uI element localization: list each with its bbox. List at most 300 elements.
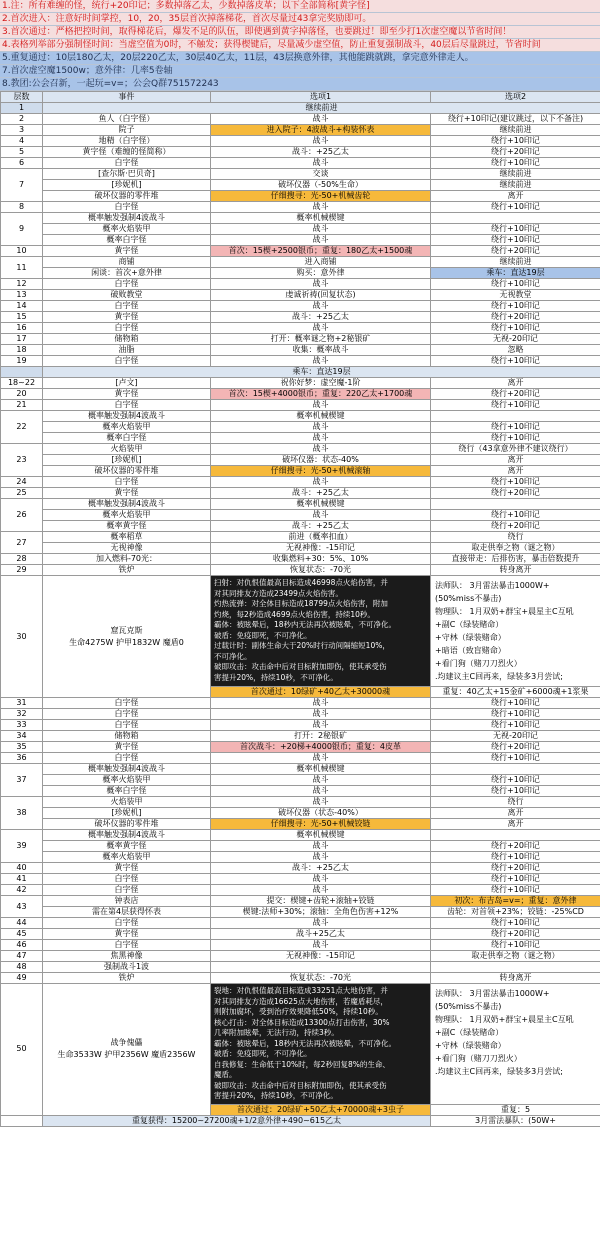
event-cell: 白字怪	[43, 698, 211, 709]
option2-cell: 忽略	[431, 345, 600, 356]
option1-cell: 战斗	[211, 114, 431, 125]
event-cell: 概率稻草	[43, 532, 211, 543]
option1-cell	[211, 962, 431, 973]
option1-cell: 虔诚祈祷(回复状态)	[211, 290, 431, 301]
option2-cell: 转身离开	[431, 973, 600, 984]
option2-cell: 绕行+20印记	[431, 389, 600, 400]
option2-cell: 绕行+10印记	[431, 356, 600, 367]
boss-stats: 生命4275W 护甲1832W 魔盾0	[69, 637, 184, 647]
table-row	[1, 951, 600, 962]
boss-skills	[211, 576, 431, 687]
floor-cell: 39	[1, 830, 43, 863]
strategy-line: 物理队： 1月双奶+群宝+晨星主C互吼	[435, 607, 574, 616]
option2-cell	[431, 499, 600, 510]
floor-cell: 33	[1, 720, 43, 731]
floor-cell: 7	[1, 169, 43, 202]
option1-cell: 首次战斗：+20梯+4000银币；重复：4皮革	[211, 742, 431, 753]
table-row	[1, 367, 600, 378]
option2-cell: 绕行+20印记	[431, 246, 600, 257]
option1-cell: 战斗	[211, 400, 431, 411]
event-cell: [查尔斯·巴贝奇]	[43, 169, 211, 180]
option1-cell: 概率机械楔键	[211, 830, 431, 841]
option2-cell: 继续前进	[431, 180, 600, 191]
event-cell: 白字怪	[43, 885, 211, 896]
option1-cell: 战斗	[211, 885, 431, 896]
event-cell: 破败教堂	[43, 290, 211, 301]
table-row	[1, 334, 600, 345]
option1-cell: 战斗	[211, 235, 431, 246]
event-cell: 黄字怪	[43, 929, 211, 940]
floor-cell: 27	[1, 532, 43, 554]
event-cell: 需在第4层获得怀表	[43, 907, 211, 918]
event-cell: 油脂	[43, 345, 211, 356]
event-cell: 白字怪	[43, 918, 211, 929]
option2-cell: 绕行+20印记	[431, 147, 600, 158]
option1-cell: 进入商铺	[211, 257, 431, 268]
table-row	[1, 852, 600, 863]
option2-cell: 无视-20印记	[431, 334, 600, 345]
table-row	[1, 125, 600, 136]
floor-cell	[1, 1115, 43, 1126]
option2-cell: 绕行+10印记	[431, 918, 600, 929]
notes-section	[0, 0, 600, 91]
event-cell: 黄字怪（难缠的怪简称）	[43, 147, 211, 158]
event-cell: 概率火焰装甲	[43, 775, 211, 786]
table-row	[1, 246, 600, 257]
option2-cell: 绕行+10印记	[431, 279, 600, 290]
event-cell: 黄字怪	[43, 488, 211, 499]
event-cell: 概率黄字怪	[43, 521, 211, 532]
table-row	[1, 290, 600, 301]
boss-stats: 生命3533W 护甲2356W 魔盾2356W	[57, 1050, 196, 1060]
option1-cell: 破坏仪器（状态-40%）	[211, 808, 431, 819]
option1-cell: 战斗	[211, 433, 431, 444]
strategy-line: 物理队： 1月双奶+群宝+晨星主C互吼	[435, 1015, 574, 1024]
option1-cell: 战斗：+25乙太	[211, 312, 431, 323]
option2-cell: 继续前进	[431, 169, 600, 180]
floor-cell: 20	[1, 389, 43, 400]
event-cell: [珍妮机]	[43, 808, 211, 819]
option2-cell: 离开	[431, 808, 600, 819]
table-row	[1, 896, 600, 907]
boss-name: 战争傀儡	[110, 1038, 143, 1048]
floor-cell: 9	[1, 213, 43, 246]
floor-cell: 2	[1, 114, 43, 125]
event-cell: 黄字怪	[43, 742, 211, 753]
skill-line: 不可净化。	[214, 651, 252, 661]
table-row	[1, 488, 600, 499]
option2-cell: 绕行+10印记	[431, 720, 600, 731]
option1-cell: 概率机械楔键	[211, 213, 431, 224]
first-clear-reward: 首次通过：20绿矿+50乙太+70000魂+3虫子	[211, 1104, 431, 1115]
event-cell: 鱼人（白字怪）	[43, 114, 211, 125]
boss-info	[43, 576, 211, 698]
option2-cell: 乘车：直达19层	[431, 268, 600, 279]
strategy-line: (50%miss不暴击)	[435, 594, 502, 603]
option2-cell: 离开	[431, 466, 600, 477]
option1-cell: 战斗：+25乙太	[211, 521, 431, 532]
table-row	[1, 224, 600, 235]
skill-line: 裂地：对仇恨值最高目标造成33251点大地伤害，并	[214, 986, 388, 995]
event-cell: 概率白字怪	[43, 235, 211, 246]
event-cell: 白字怪	[43, 940, 211, 951]
table-row	[1, 180, 600, 191]
event-cell: 院子	[43, 125, 211, 136]
table-row	[1, 433, 600, 444]
table-row	[1, 400, 600, 411]
event-cell: 白字怪	[43, 753, 211, 764]
floor-cell: 6	[1, 158, 43, 169]
option1-cell: 前进（概率扣血）	[211, 532, 431, 543]
repeat-note: 3月雷法暴队：(50W+	[431, 1115, 600, 1126]
event-cell: 强制战斗1波	[43, 962, 211, 973]
table-row	[1, 345, 600, 356]
event-cell: 白字怪	[43, 279, 211, 290]
option1-cell: 打开：概率谜之物+2秘银矿	[211, 334, 431, 345]
option1-cell: 仔细搜寻：光-50+机械滚轴	[211, 466, 431, 477]
strategy-notes	[431, 984, 600, 1105]
floor-cell: 49	[1, 973, 43, 984]
first-clear-reward: 首次通过：10绿矿+40乙太+30000魂	[211, 687, 431, 698]
event-cell: 黄字怪	[43, 389, 211, 400]
event-cell: 破坏仪器的零件堆	[43, 819, 211, 830]
table-row	[1, 466, 600, 477]
strategy-line: +守林（绿装赌命）	[435, 1041, 506, 1050]
option2-cell: 绕行+10印记	[431, 709, 600, 720]
table-row	[1, 499, 600, 510]
strategy-line: .均建议主C回再来，绿装多3月尝试;	[435, 1067, 563, 1076]
option2-cell: 离开	[431, 455, 600, 466]
floor-cell: 26	[1, 499, 43, 532]
event-cell: 白字怪	[43, 400, 211, 411]
table-row	[1, 301, 600, 312]
skill-line: 破即攻击：攻击命中后对目标附加即伤，使其承受伤	[214, 662, 387, 671]
option1-cell: 打开：2秘银矿	[211, 731, 431, 742]
footer-row	[1, 1115, 600, 1126]
table-row	[1, 863, 600, 874]
option2-cell: 绕行+20印记	[431, 488, 600, 499]
floor-cell: 38	[1, 797, 43, 830]
floor-cell: 18	[1, 345, 43, 356]
event-cell: 白字怪	[43, 158, 211, 169]
option2-cell: 绕行+20印记	[431, 521, 600, 532]
option1-cell: 战斗	[211, 786, 431, 797]
option2-cell: 绕行+10印记	[431, 786, 600, 797]
table-row	[1, 455, 600, 466]
note-line: 1.注：所有难缠的怪，统行+20印记；多数掉落乙太，少数掉落皮革；以下全部简称[黄字怪]	[0, 0, 600, 13]
option2-cell: 绕行+20印记	[431, 863, 600, 874]
event-cell: [卢文]	[43, 378, 211, 389]
option2-cell: 绕行+10印记	[431, 852, 600, 863]
skill-line: 几率附加眩晕，无法行动，持续3秒。	[214, 1028, 339, 1037]
table-row	[1, 929, 600, 940]
table-row	[1, 775, 600, 786]
option2-cell	[431, 213, 600, 224]
event-cell: 铁炉	[43, 973, 211, 984]
option1-cell: 战斗	[211, 753, 431, 764]
floor-cell: 29	[1, 565, 43, 576]
event-cell: 白字怪	[43, 477, 211, 488]
skill-line: 对其同排友方造成16625点大地伤害，若魔盾耗尽，	[214, 996, 388, 1006]
option2-cell: 绕行+10印记	[431, 698, 600, 709]
table-row	[1, 742, 600, 753]
table-row	[1, 973, 600, 984]
option2-cell: 无视-20印记	[431, 731, 600, 742]
event-cell: 概率触发强制4波战斗	[43, 830, 211, 841]
table-row	[1, 720, 600, 731]
option1-cell: 战斗	[211, 918, 431, 929]
floor-cell: 32	[1, 709, 43, 720]
strategy-line: 法师队： 3月雷法暴击1000W+	[435, 581, 550, 590]
table-row	[1, 940, 600, 951]
floor-cell: 11	[1, 257, 43, 279]
skill-line: 扫射：对仇恨值最高目标造成46998点火焰伤害，并	[214, 578, 388, 587]
table-row	[1, 312, 600, 323]
option1-cell: 破坏仪器（-50%生命）	[211, 180, 431, 191]
event-cell: 白字怪	[43, 709, 211, 720]
floor-cell: 18~22	[1, 378, 43, 389]
event-cell: 铁炉	[43, 565, 211, 576]
option2-cell: 初次：布吉岛=v=；重复：意外律	[431, 896, 600, 907]
option2-cell	[431, 411, 600, 422]
event-cell: 概率火焰装甲	[43, 422, 211, 433]
event-cell: 火焰装甲	[43, 797, 211, 808]
option2-cell: 绕行+10印记	[431, 301, 600, 312]
table-row	[1, 819, 600, 830]
table-row	[1, 257, 600, 268]
floor-cell: 34	[1, 731, 43, 742]
option2-cell: 绕行+10印记	[431, 775, 600, 786]
table-row	[1, 521, 600, 532]
table-row	[1, 235, 600, 246]
boss-row	[1, 984, 600, 1105]
table-row	[1, 191, 600, 202]
event-cell: 概率白字怪	[43, 786, 211, 797]
option1-cell: 战斗	[211, 136, 431, 147]
table-row	[1, 830, 600, 841]
floor-cell: 37	[1, 764, 43, 797]
floor-cell: 4	[1, 136, 43, 147]
option1-cell: 战斗	[211, 422, 431, 433]
table-row	[1, 808, 600, 819]
floor-cell: 13	[1, 290, 43, 301]
table-row	[1, 786, 600, 797]
table-row	[1, 565, 600, 576]
option2-cell: 绕行+10印记	[431, 422, 600, 433]
option1-cell: 战斗	[211, 874, 431, 885]
option1-cell: 战斗	[211, 940, 431, 951]
skill-line: 灼热流弹：对全体目标造成18799点火焰伤害，附加	[214, 599, 388, 608]
option1-cell: 战斗	[211, 444, 431, 455]
skill-line: 魔盾。	[214, 1070, 237, 1079]
table-row	[1, 147, 600, 158]
note-line: 8.教团:公会召新，一起玩=v=；公会Q群751572243	[0, 78, 600, 91]
option2-cell: 齿轮：对首领+23%；铰链：-25%CD	[431, 907, 600, 918]
event-cell: 破坏仪器的零件堆	[43, 191, 211, 202]
event-cell: 黄字怪	[43, 246, 211, 257]
table-row	[1, 962, 600, 973]
event-cell: 概率触发强制4波战斗	[43, 411, 211, 422]
table-row	[1, 169, 600, 180]
floor-cell: 47	[1, 951, 43, 962]
event-cell: 火焰装甲	[43, 444, 211, 455]
skill-line: 则附加腐坏，受到治疗效果降低50%，持续10秒。	[214, 1007, 383, 1016]
event-cell: 钟表店	[43, 896, 211, 907]
table-row	[1, 532, 600, 543]
table-row	[1, 874, 600, 885]
section-banner: 乘车：直达19层	[43, 367, 600, 378]
option1-cell: 仔细搜寻：光-50+机械齿轮	[211, 191, 431, 202]
table-row	[1, 378, 600, 389]
note-line: 4.表格列举部分强制怪时间：当虚空值为0时，不触发；获得楔键后，尽量减少虚空值，防止重复强制战斗，40层后尽量跳过，节省时间	[0, 39, 600, 52]
option1-cell: 恢复状态：-70光	[211, 565, 431, 576]
option1-cell: 战斗	[211, 477, 431, 488]
option1-cell: 无视神像：-15印记	[211, 951, 431, 962]
option1-cell: 战斗	[211, 279, 431, 290]
event-cell: 黄字怪	[43, 312, 211, 323]
floor-cell: 40	[1, 863, 43, 874]
table-row	[1, 753, 600, 764]
note-line: 2.首次进入：注意好时间掌控，10，20，35层首次掉落梯花，首次尽量过43拿完奖励即可。	[0, 13, 600, 26]
strategy-line: +守林（绿装赌命）	[435, 633, 506, 642]
option1-cell: 提交：楔键+齿轮+滚轴+铰链	[211, 896, 431, 907]
option2-cell: 绕行+10印记	[431, 477, 600, 488]
option1-cell: 恢复状态：-70光	[211, 973, 431, 984]
table-row	[1, 279, 600, 290]
floor-cell: 31	[1, 698, 43, 709]
option1-cell: 楔键:法师+30%；滚轴：全角色伤害+12%	[211, 907, 431, 918]
event-cell: 概率触发强制4波战斗	[43, 213, 211, 224]
option2-cell: 绕行+10印记	[431, 874, 600, 885]
skill-line: 害提升20%，持续10秒，不可净化。	[214, 1091, 338, 1100]
floor-cell: 16	[1, 323, 43, 334]
skill-line: 破即攻击：攻击命中后对目标附加即伤，使其承受伤	[214, 1080, 387, 1090]
table-row	[1, 841, 600, 852]
option2-cell: 绕行+10印记	[431, 510, 600, 521]
option1-cell: 交谈	[211, 169, 431, 180]
floor-cell: 44	[1, 918, 43, 929]
option2-cell: 绕行+10印记	[431, 235, 600, 246]
event-cell: 商铺	[43, 257, 211, 268]
option2-cell: 离开	[431, 191, 600, 202]
floor-cell: 45	[1, 929, 43, 940]
option1-cell: 战斗	[211, 698, 431, 709]
floor-cell: 22	[1, 411, 43, 444]
option2-cell: 绕行+20印记	[431, 841, 600, 852]
table-row	[1, 698, 600, 709]
event-cell: 白字怪	[43, 356, 211, 367]
option2-cell: 绕行+10印记	[431, 753, 600, 764]
event-cell: 无视神像	[43, 543, 211, 554]
event-cell: 概率火焰装甲	[43, 852, 211, 863]
floor-cell: 50	[1, 984, 43, 1116]
floor-cell: 42	[1, 885, 43, 896]
option2-cell: 取走供奉之物（谜之物）	[431, 543, 600, 554]
option1-cell: 战斗	[211, 356, 431, 367]
repeat-total-summary: 重复获得：15200~27200魂+1/2意外律+490~615乙太	[43, 1115, 431, 1126]
option2-cell: 绕行+10印记	[431, 940, 600, 951]
skill-line: 过载计时：副体生命大于20%时行动间隔缩短10%，	[214, 641, 390, 650]
option2-cell: 绕行	[431, 532, 600, 543]
option2-cell: 绕行+10印记	[431, 202, 600, 213]
table-row	[1, 389, 600, 400]
boss-name: 窟瓦克斯	[110, 625, 143, 635]
strategy-line: +副C（绿装赌命）	[435, 1028, 504, 1037]
floor-cell: 17	[1, 334, 43, 345]
option2-cell: 绕行+10印记	[431, 136, 600, 147]
floor-cell: 10	[1, 246, 43, 257]
column-header: 事件	[43, 92, 211, 103]
option2-cell: 绕行+10印记(建议跳过，以下不备注)	[431, 114, 600, 125]
option2-cell: 继续前进	[431, 125, 600, 136]
option2-cell	[431, 764, 600, 775]
floor-cell: 23	[1, 444, 43, 477]
option1-cell: 仔细搜寻：光-50+机械铰链	[211, 819, 431, 830]
option1-cell: 进入院子：4波战斗+构装怀表	[211, 125, 431, 136]
strategy-line: +看门狗（赌刀刀烈火）	[435, 659, 522, 668]
floor-cell: 25	[1, 488, 43, 499]
table-row	[1, 731, 600, 742]
floor-cell: 5	[1, 147, 43, 158]
table-row	[1, 411, 600, 422]
table-row	[1, 268, 600, 279]
table-row	[1, 422, 600, 433]
event-cell: 白字怪	[43, 874, 211, 885]
event-cell: [珍妮机]	[43, 455, 211, 466]
skill-line: 霸体：被眩晕后，18秒内无法再次被眩晕，不可净化。	[214, 1038, 397, 1048]
option2-cell: 绕行+10印记	[431, 400, 600, 411]
skill-line: 灼烧，每2秒造成4699点火焰伤害，持续10秒。	[214, 609, 375, 619]
option1-cell: 战斗	[211, 841, 431, 852]
event-cell: 概率白字怪	[43, 433, 211, 444]
event-cell: 闲谈：首次+意外律	[43, 268, 211, 279]
table-row	[1, 444, 600, 455]
event-cell: [珍妮机]	[43, 180, 211, 191]
section-banner: 继续前进	[43, 103, 600, 114]
option2-cell: 绕行+20印记	[431, 929, 600, 940]
option1-cell: 首次：15楔+4000银币；重复：220乙太+1700魂	[211, 389, 431, 400]
option2-cell	[431, 962, 600, 973]
floor-cell: 3	[1, 125, 43, 136]
event-cell: 概率黄字怪	[43, 841, 211, 852]
option1-cell: 战斗：+25乙太	[211, 863, 431, 874]
floor-cell: 48	[1, 962, 43, 973]
option2-cell: 绕行+20印记	[431, 312, 600, 323]
floor-cell: 41	[1, 874, 43, 885]
option2-cell: 绕行+10印记	[431, 433, 600, 444]
table-row	[1, 764, 600, 775]
table-row	[1, 477, 600, 488]
event-cell: 白字怪	[43, 720, 211, 731]
table-row	[1, 543, 600, 554]
table-row	[1, 323, 600, 334]
floor-cell: 24	[1, 477, 43, 488]
option1-cell: 战斗	[211, 158, 431, 169]
event-cell: 黄字怪	[43, 863, 211, 874]
option1-cell: 战斗	[211, 301, 431, 312]
option1-cell: 战斗	[211, 323, 431, 334]
table-row	[1, 136, 600, 147]
floor-cell: 15	[1, 312, 43, 323]
floor-cell: 36	[1, 753, 43, 764]
strategy-notes	[431, 576, 600, 687]
option1-cell: 战斗	[211, 775, 431, 786]
repeat-reward: 重复：5	[431, 1104, 600, 1115]
option1-cell: 概率机械楔键	[211, 499, 431, 510]
option1-cell: 战斗	[211, 797, 431, 808]
table-row	[1, 918, 600, 929]
column-header: 选项1	[211, 92, 431, 103]
